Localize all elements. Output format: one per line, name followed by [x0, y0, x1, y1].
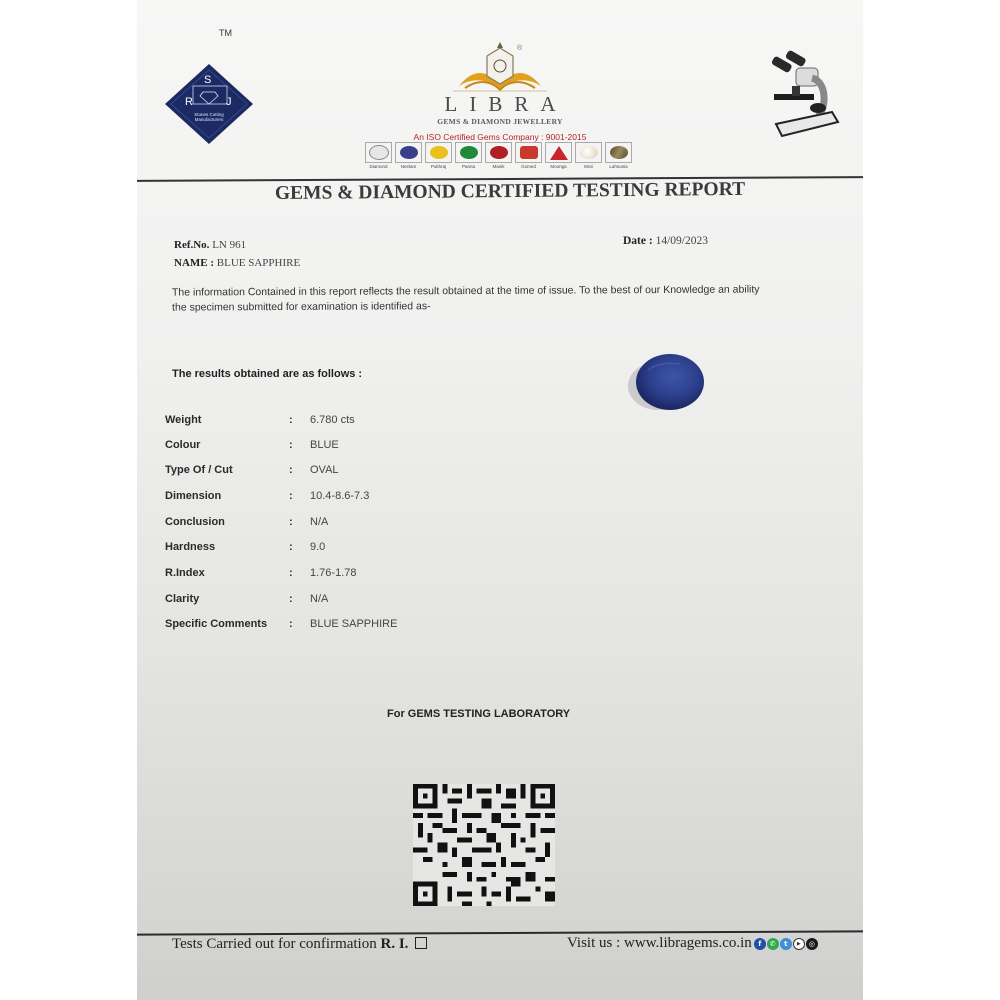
rsj-letter-r: R [185, 96, 193, 108]
pukhraj-icon [430, 146, 448, 159]
name-label: NAME : [174, 257, 215, 269]
manik-icon [490, 146, 508, 159]
result-row-weight [165, 414, 565, 430]
brand-subtitle: GEMS & DIAMOND JEWELLERY [437, 117, 563, 126]
rsj-letter-s: S [204, 74, 212, 86]
footer-visit [567, 935, 818, 952]
visit-text[interactable]: Visit us : www.libragems.co.in [567, 935, 752, 951]
name-value: BLUE SAPPHIRE [216, 257, 301, 269]
result-row-colour [165, 439, 565, 455]
result-row-clarity [165, 593, 565, 609]
libra-crest-icon [445, 42, 555, 94]
result-separator: : [289, 593, 293, 605]
result-key: Specific Comments [165, 618, 268, 630]
youtube-icon[interactable]: ▶ [793, 938, 805, 950]
report-date [623, 235, 708, 247]
ref-value: LN 961 [212, 239, 247, 251]
tests-confirmation [172, 936, 427, 953]
gem-item: Panna [455, 142, 482, 169]
iso-certification-text: An ISO Certified Gems Company : 9001-2015 [413, 132, 587, 142]
result-row-dimension [165, 490, 565, 506]
result-key: Conclusion [165, 516, 225, 528]
gomed-icon [520, 146, 538, 159]
qr-code[interactable] [413, 783, 555, 907]
result-key: Clarity [165, 593, 200, 605]
libra-logo [390, 42, 610, 142]
twitter-icon[interactable]: t [780, 938, 792, 950]
gem-item: Diamond [365, 142, 392, 169]
result-value: OVAL [310, 464, 339, 476]
results-heading: The results obtained are as follows : [172, 368, 363, 380]
date-label: Date : [623, 235, 653, 247]
blue-sapphire-image [622, 350, 708, 414]
result-separator: : [289, 490, 293, 502]
result-value: 9.0 [310, 541, 326, 553]
gem-item: Gomed [515, 142, 542, 169]
diamond-icon [369, 145, 389, 160]
result-key: Colour [165, 439, 201, 451]
result-separator: : [289, 618, 293, 630]
ref-label: Ref.No. [174, 239, 210, 251]
registered-mark: ® [517, 45, 523, 52]
tests-ri: R. I. [380, 936, 409, 952]
result-row-rindex [165, 567, 565, 583]
result-row-cut [165, 464, 565, 480]
result-key: R.Index [165, 567, 205, 579]
intro-paragraph: The information Contained in this report reflects the result obtained at the time of issue. To the best of our Knowledge an ability the specimen submitted for examination is identified as- [171, 283, 760, 314]
result-separator: : [289, 439, 293, 451]
result-row-conclusion [165, 516, 565, 532]
result-value: BLUE SAPPHIRE [310, 618, 398, 630]
panna-icon [460, 146, 478, 159]
result-value: N/A [310, 593, 329, 605]
gem-strip [365, 142, 632, 169]
date-value: 14/09/2023 [655, 235, 708, 247]
gem-item: Moonga [545, 142, 572, 169]
result-value: N/A [310, 516, 329, 528]
result-row-hardness [165, 541, 565, 557]
moonga-icon [550, 146, 568, 160]
result-key: Hardness [165, 541, 216, 553]
result-separator: : [289, 464, 293, 476]
lab-signature: For GEMS TESTING LABORATORY [387, 708, 571, 720]
neelam-icon [400, 146, 418, 159]
rsj-letter-j: J [226, 96, 232, 108]
result-key: Type Of / Cut [165, 464, 233, 476]
result-value: BLUE [310, 439, 339, 451]
result-value: 1.76-1.78 [310, 567, 357, 579]
gem-item: Manik [485, 142, 512, 169]
result-separator: : [289, 516, 293, 528]
moti-icon [580, 146, 598, 159]
trademark-mark: TM [219, 28, 232, 38]
result-separator: : [289, 414, 293, 426]
result-key: Weight [165, 414, 202, 426]
gem-item: Lahsunia [605, 142, 632, 169]
ref-number [174, 239, 246, 251]
gem-item: Neelam [395, 142, 422, 169]
gem-item: Moti [575, 142, 602, 169]
result-separator: : [289, 567, 293, 579]
report-title: GEMS & DIAMOND CERTIFIED TESTING REPORT [274, 178, 746, 205]
facebook-icon[interactable]: f [754, 938, 766, 950]
microscope-icon [762, 50, 842, 140]
social-icons [754, 938, 818, 950]
whatsapp-icon[interactable]: ✆ [767, 938, 779, 950]
lahsunia-icon [610, 146, 628, 159]
result-key: Dimension [165, 490, 222, 502]
specimen-name [174, 257, 300, 269]
certificate-page [137, 0, 863, 1000]
tests-text: Tests Carried out for confirmation [172, 936, 377, 952]
gem-item: Pukhraj [425, 142, 452, 169]
instagram-icon[interactable]: ◎ [806, 938, 818, 950]
brand-name: LIBRA [444, 92, 568, 116]
result-value: 10.4-8.6-7.3 [310, 490, 370, 502]
result-row-comments [165, 618, 565, 634]
ri-checkbox [415, 937, 427, 949]
rsj-caption: Stones Cutting Manufacturers [194, 112, 224, 122]
rsj-logo-text [163, 62, 255, 146]
result-value: 6.780 cts [310, 414, 355, 426]
result-separator: : [289, 541, 293, 553]
